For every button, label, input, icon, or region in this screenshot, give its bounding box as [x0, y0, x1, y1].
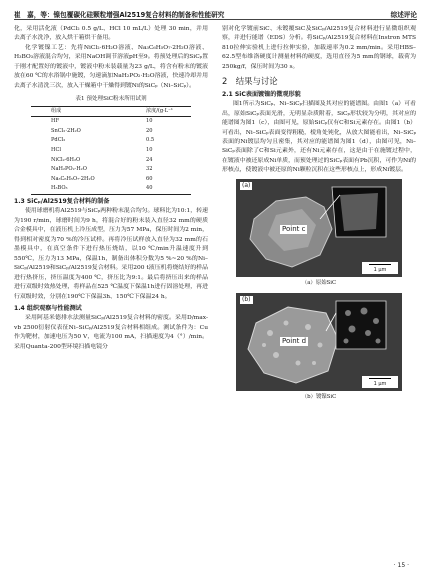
section-heading: 1.4 组织观察与性能测试 [14, 304, 82, 312]
point-label: Point d [282, 337, 307, 346]
paragraph: 化，采用活化液（PdCl₂ 0.5 g/L、HCl 10 mL/L）处理 30 min，并用去离子水洗净，放入烘干箱烘干备用。 [14, 26, 208, 42]
right-column [222, 25, 416, 408]
chapter-heading: 2 结果与讨论 [222, 76, 278, 87]
table-cell: 10 [146, 147, 153, 153]
figure-b [236, 293, 402, 402]
scale-bar-label: 1 μm [373, 266, 387, 273]
table-cell: 0.5 [146, 137, 155, 144]
table-cell: 20 [146, 127, 153, 134]
section-heading: 2.1 SiC表面镀镍的微观形貌 [222, 90, 301, 98]
table-cell: Na₃C₆H₅O₇·2H₂O [51, 175, 95, 182]
table-cell: 24 [146, 156, 153, 163]
table-cell: 60 [146, 175, 153, 182]
header-title: 崔 嘉，等：镍包覆碳化硅颗粒增强Al2519复合材料的制备和性能研究 [14, 11, 225, 19]
table-cell: H₃BO₃ [51, 185, 68, 192]
table-cell: 10 [146, 118, 153, 125]
paragraph: 使用球磨机将Al2519与SiCₚ两种粉末混合均匀。球料比为10:1，转速为190 r/min，球磨时间为9 h，将混合好的粉末装入直径32 mm的硬质合金模具中，在液压机上冷压成型，压力为57 MPa，保压时间为2 min，得到相对密度为70 %的冷压试样。再将冷压试样放入直径为32 mm的石墨模具中，在真空条件下进行热压烧结，以10 ℃/min升温速度升到550℃，压力为13 MPa，保温1h，制备出体积分数为5 %~20 %的Ni–SiCₚ/Al2519和SiCₚ/Al2519复合材料。采用200 t液压机将烧结好的样品进行热挤压，挤压温度为400 ℃，挤压比为9:1。最后将挤压出来的样品进行双级时效热处理，将样品在525 ℃温度下保温1h进行固溶处理，再进行双级时效，分别在190℃下保温3h、150℃下保温24 h。 [14, 208, 208, 300]
figure-caption: （b）镀镍SiC [301, 394, 337, 401]
table-row [31, 117, 191, 127]
sem-image-ni-coated-sic [236, 293, 402, 391]
sem-image-raw-sic [236, 179, 402, 277]
table-cell: 40 [146, 185, 153, 192]
paragraph: 采用阿基米德排水法测量SiCₚ/Al2519复合材料的密度。采用D/max-vb 2500衍射仪表征Ni–SiCₚ/Al2519复合材料相组成。测试条件为：Cu作为靶材，加速电压为50 V，电流为100 mA，扫描速度为4（°）/min。采用Quanta-200型环境扫描电镜分 [14, 315, 208, 350]
table-cell: HCl [51, 147, 61, 153]
table-row [31, 165, 191, 175]
table-header-cell: 浓度/(g·L⁻¹ [146, 107, 173, 114]
header-rule [14, 19, 417, 20]
table-row [31, 146, 191, 156]
panel-label: (b) [242, 296, 251, 304]
table-caption: 表1 预处理SiC粉末所用试剂 [75, 96, 147, 103]
figure-a [236, 179, 402, 288]
section-heading: 1.3 SiCₚ/Al2519复合材料的制备 [14, 197, 110, 205]
paragraph: 图1所示为SiCₚ、Ni–SiCₚ扫描图及其对应的能谱图。由图1（a）可看出，原始SiCₚ表面光滑，无明显杂质附着，SiCₚ形状较为分明，其对应的能谱图为图1（c），由图可见，原始SiCₚ仅有C和Si元素存在。由图1（b）可看出，Ni–SiCₚ表面变得粗糙，棱角处钝化，从放大图能看出，Ni–SiCₚ表面的Ni镀层均匀且密集，其对应的能谱图为图1（d），由图可见，Ni–SiCₚ表面除了C和Si元素外，还有Ni元素存在，这是由于在施镀过程中，在镀液中被还原成Ni单质，而预处理过的SiCₚ表面有Pb沉积，可作为Ni的形核点，使镀液中被还原的Ni颗粒沉积在这些形核点上，形成Ni镀层。 [222, 101, 416, 174]
scale-bar-label: 1 μm [373, 381, 387, 388]
table-header-cell: 组成 [51, 107, 62, 114]
table-row [31, 156, 191, 166]
table-header-row [31, 106, 191, 117]
scale-bar-line [369, 378, 391, 379]
table-cell: PdCl₂ [51, 137, 66, 144]
table-cell: NiCl₂·6H₂O [51, 156, 81, 163]
running-header [14, 6, 417, 20]
table-cell: NaH₂PO₂·H₂O [51, 166, 87, 173]
scale-bar-line [369, 264, 391, 265]
table-row [31, 175, 191, 185]
table-row [31, 136, 191, 146]
table-row [31, 184, 191, 194]
table-row [31, 127, 191, 137]
point-label: Point c [282, 224, 306, 233]
figure-caption: （a）原始SiC [301, 279, 337, 286]
panel-label: (a) [242, 181, 251, 189]
scale-bar [362, 376, 398, 388]
reagent-table [31, 106, 191, 195]
header-section: 综述评论 [390, 11, 417, 19]
paragraph: 别对化学镀前SiC、未镀覆SiC及SiCₚ/Al2519复合材料进行显微组织观察，并进行能谱（EDS）分析。将SiCₚ/Al2519复合材料在Instron MTS 810拉伸实验机上进行拉伸实验，加载速率为0.2 mm/min。采用HBS–62.5型布维洛硬度计测量材料的硬度，选用直径为5 mm的钢球，载荷为250kg/f，保压时间为30 s。 [222, 26, 416, 70]
left-column [14, 25, 208, 352]
scale-bar [362, 262, 398, 274]
page-number: · 15 · [393, 562, 409, 569]
table-cell: HF [51, 118, 59, 125]
table-cell: SnCl₂·2H₂O [51, 127, 81, 134]
table-cell: 32 [146, 166, 153, 173]
paragraph: 化学镀镍工艺：先将NiCl₂·6H₂O溶液、Na₃C₆H₅O₇·2H₂O溶液、H₃BO₃溶液混合均匀，采用NaOH调节溶液pH至9。将预处理后的SiCₚ置于刚才配置好的镀液中，镀液中粉末装载量为23 g/L，将含有粉末的镀液放在60 ℃的水浴锅中施镀，匀速滴加NaH₂PO₂·H₂O溶液，快速冷却并用去离子水清洗三次，放入干燥箱中干燥得到镀Ni的SiCₚ（Ni–SiCₚ）。 [14, 44, 208, 89]
